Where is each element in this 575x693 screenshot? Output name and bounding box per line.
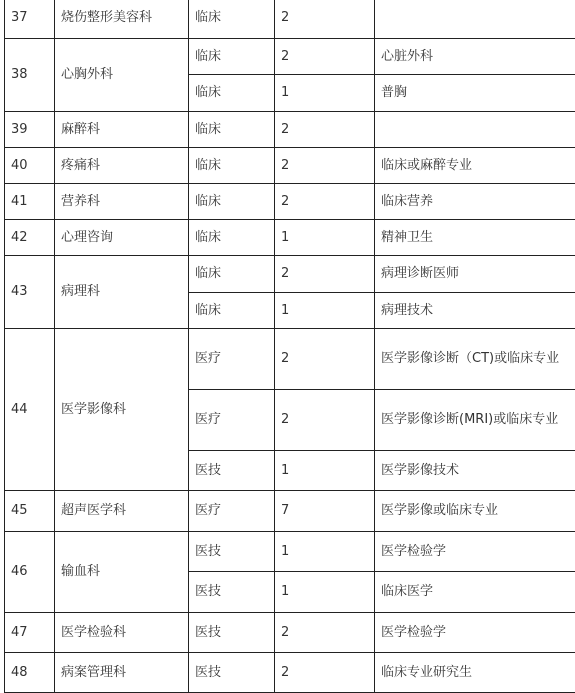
requirement: 医学影像技术: [375, 451, 575, 491]
requirement: 精神卫生: [375, 220, 575, 256]
row-number: 41: [5, 184, 55, 220]
category: 医疗: [189, 491, 275, 532]
headcount: 1: [275, 532, 375, 572]
table-row: [5, 39, 575, 75]
category: 医疗: [189, 390, 275, 451]
row-number: 38: [5, 39, 55, 112]
table-row: [5, 256, 575, 293]
category: 临床: [189, 256, 275, 293]
headcount: 2: [275, 112, 375, 148]
table-row: [5, 653, 575, 693]
headcount: 1: [275, 75, 375, 112]
row-number: 43: [5, 256, 55, 329]
department-name: 医学影像科: [55, 329, 189, 491]
row-number: 37: [5, 0, 55, 39]
headcount: 2: [275, 184, 375, 220]
row-number: 47: [5, 613, 55, 653]
department-name: 病理科: [55, 256, 189, 329]
headcount: 1: [275, 451, 375, 491]
row-number: 42: [5, 220, 55, 256]
table-row: [5, 184, 575, 220]
requirement: 临床医学: [375, 572, 575, 613]
headcount: 1: [275, 293, 375, 329]
department-name: 营养科: [55, 184, 189, 220]
requirement: 医学影像诊断（CT)或临床专业: [375, 329, 575, 390]
table-row: [5, 532, 575, 572]
headcount: 2: [275, 148, 375, 184]
category: 临床: [189, 220, 275, 256]
category: 医疗: [189, 329, 275, 390]
requirement: 临床营养: [375, 184, 575, 220]
category: 医技: [189, 572, 275, 613]
headcount: 2: [275, 390, 375, 451]
requirement: 医学影像诊断(MRI)或临床专业: [375, 390, 575, 451]
table-row: [5, 491, 575, 532]
category: 临床: [189, 75, 275, 112]
department-name: 心胸外科: [55, 39, 189, 112]
requirement: 心脏外科: [375, 39, 575, 75]
department-name: 烧伤整形美容科: [55, 0, 189, 39]
table-row: [5, 220, 575, 256]
table-row: [5, 329, 575, 390]
category: 临床: [189, 184, 275, 220]
table-row: [5, 0, 575, 39]
row-number: 45: [5, 491, 55, 532]
category: 医技: [189, 451, 275, 491]
category: 医技: [189, 532, 275, 572]
requirement: 临床专业研究生: [375, 653, 575, 693]
requirement: 病理诊断医师: [375, 256, 575, 293]
headcount: 2: [275, 653, 375, 693]
category: 临床: [189, 0, 275, 39]
headcount: 2: [275, 256, 375, 293]
requirement: 医学检验学: [375, 532, 575, 572]
department-name: 输血科: [55, 532, 189, 613]
category: 临床: [189, 148, 275, 184]
requirement: [375, 0, 575, 39]
recruitment-table: [4, 0, 575, 693]
department-name: 医学检验科: [55, 613, 189, 653]
category: 医技: [189, 613, 275, 653]
headcount: 2: [275, 0, 375, 39]
table-row: [5, 148, 575, 184]
row-number: 46: [5, 532, 55, 613]
row-number: 39: [5, 112, 55, 148]
headcount: 1: [275, 220, 375, 256]
requirement: 临床或麻醉专业: [375, 148, 575, 184]
requirement: 医学影像或临床专业: [375, 491, 575, 532]
headcount: 1: [275, 572, 375, 613]
category: 临床: [189, 293, 275, 329]
category: 临床: [189, 39, 275, 75]
table-row: [5, 112, 575, 148]
department-name: 心理咨询: [55, 220, 189, 256]
headcount: 2: [275, 329, 375, 390]
requirement: 普胸: [375, 75, 575, 112]
category: 医技: [189, 653, 275, 693]
row-number: 44: [5, 329, 55, 491]
department-name: 疼痛科: [55, 148, 189, 184]
table-row: [5, 613, 575, 653]
requirement: 病理技术: [375, 293, 575, 329]
headcount: 2: [275, 39, 375, 75]
headcount: 7: [275, 491, 375, 532]
row-number: 48: [5, 653, 55, 693]
row-number: 40: [5, 148, 55, 184]
department-name: 超声医学科: [55, 491, 189, 532]
department-name: 麻醉科: [55, 112, 189, 148]
requirement: [375, 112, 575, 148]
department-name: 病案管理科: [55, 653, 189, 693]
headcount: 2: [275, 613, 375, 653]
category: 临床: [189, 112, 275, 148]
requirement: 医学检验学: [375, 613, 575, 653]
